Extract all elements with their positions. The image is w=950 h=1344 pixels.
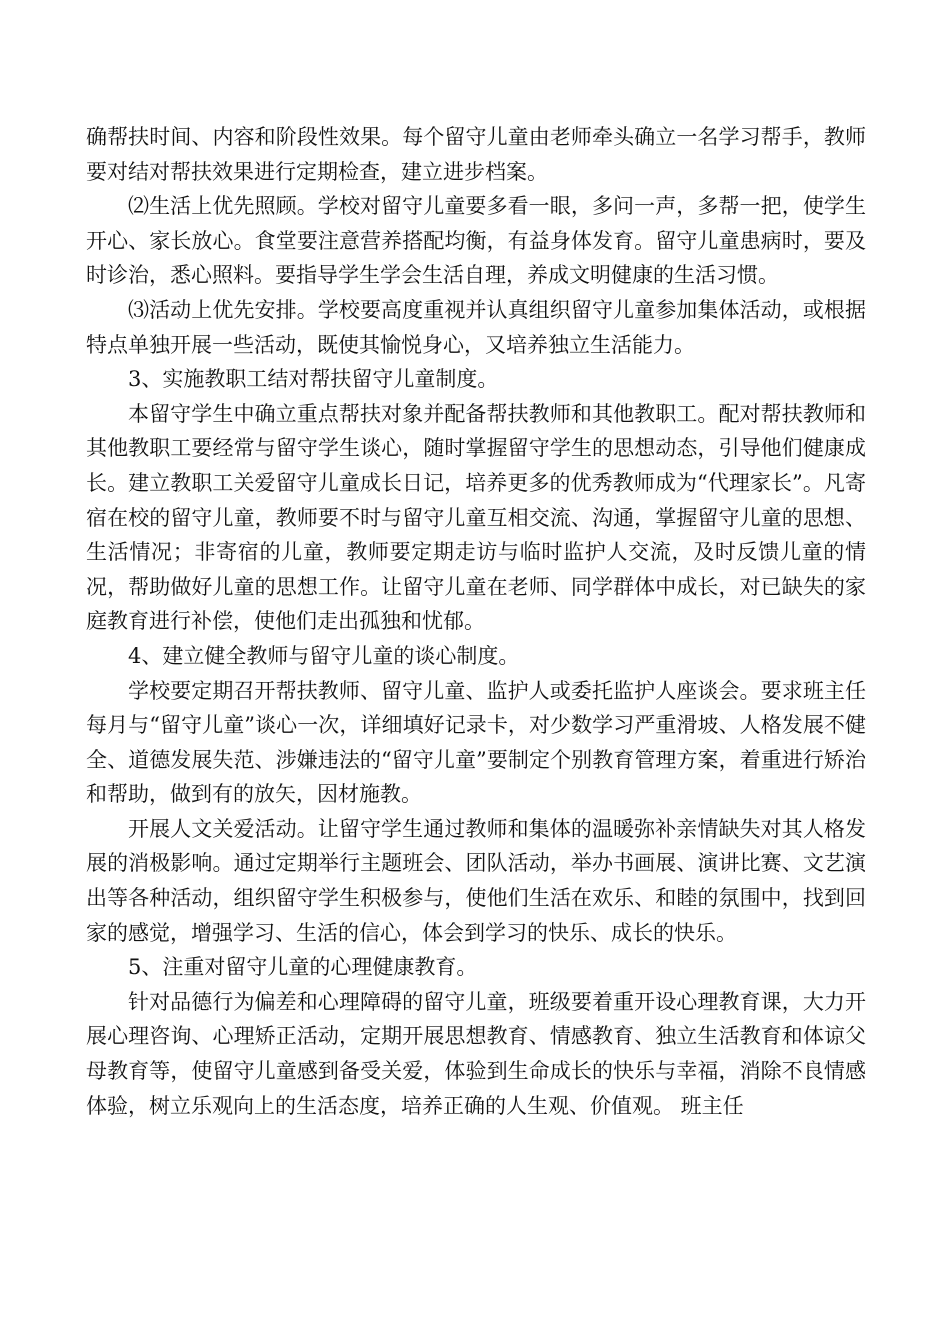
paragraph-staff-pairing: 本留守学生中确立重点帮扶对象并配备帮扶教师和其他教职工。配对帮扶教师和其他教职工要经常与留守学生谈心，随时掌握留守学生的思想动态，引导他们健康成长。建立教职工关爱留守儿童成长日记，培养更多的优秀教师成为“代理家长”。凡寄宿在校的留守儿童，教师要不时与留守儿童互相交流、沟通，掌握留守儿童的思想、生活情况；非寄宿的儿童，教师要定期走访与临时监护人交流，及时反馈儿童的情况，帮助做好儿童的思想工作。让留守儿童在老师、同学群体中成长，对已缺失的家庭教育进行补偿，使他们走出孤独和忧郁。: [86, 401, 866, 634]
section-heading-5: 5、注重对留守儿童的心理健康教育。: [128, 955, 478, 980]
paragraph-activity-priority: ⑶活动上优先安排。学校要高度重视并认真组织留守儿童参加集体活动，或根据特点单独开展一些活动，既使其愉悦身心，又培养独立生活能力。: [86, 297, 866, 357]
document-body: [86, 120, 866, 1123]
paragraph-humanistic-care: 开展人文关爱活动。让留守学生通过教师和集体的温暖弥补亲情缺失对其人格发展的消极影响。通过定期举行主题班会、团队活动，举办书画展、演讲比赛、文艺演出等各种活动，组织留守学生积极参与，使他们生活在欢乐、和睦的氛围中，找到回家的感觉，增强学习、生活的信心，体会到学习的快乐、成长的快乐。: [86, 816, 866, 945]
paragraph-continuation: 确帮扶时间、内容和阶段性效果。每个留守儿童由老师牵头确立一名学习帮手，教师要对结对帮扶效果进行定期检查，建立进步档案。: [86, 125, 866, 184]
section-heading-4: 4、建立健全教师与留守儿童的谈心制度。: [128, 643, 520, 668]
paragraph-life-care: ⑵生活上优先照顾。学校对留守儿童要多看一眼，多问一声，多帮一把，使学生开心、家长放心。食堂要注意营养搭配均衡，有益身体发育。留守儿童患病时，要及时诊治，悉心照料。要指导学生学会生活自理，养成文明健康的生活习惯。: [86, 194, 866, 288]
paragraph-mental-health: 针对品德行为偏差和心理障碍的留守儿童，班级要着重开设心理教育课，大力开展心理咨询、心理矫正活动，定期开展思想教育、情感教育、独立生活教育和体谅父母教育等，使留守儿童感到备受关爱，体验到生命成长的快乐与幸福，消除不良情感体验，树立乐观向上的生活态度，培养正确的人生观、价值观。 班主任: [86, 989, 866, 1118]
section-heading-3: 3、实施教职工结对帮扶留守儿童制度。: [128, 367, 499, 392]
paragraph-talk-system: 学校要定期召开帮扶教师、留守儿童、监护人或委托监护人座谈会。要求班主任每月与“留守儿童”谈心一次，详细填好记录卡，对少数学习严重滑坡、人格发展不健全、道德发展失范、涉嫌违法的“留守儿童”要制定个别教育管理方案，着重进行矫治和帮助，做到有的放矢，因材施教。: [86, 678, 866, 807]
